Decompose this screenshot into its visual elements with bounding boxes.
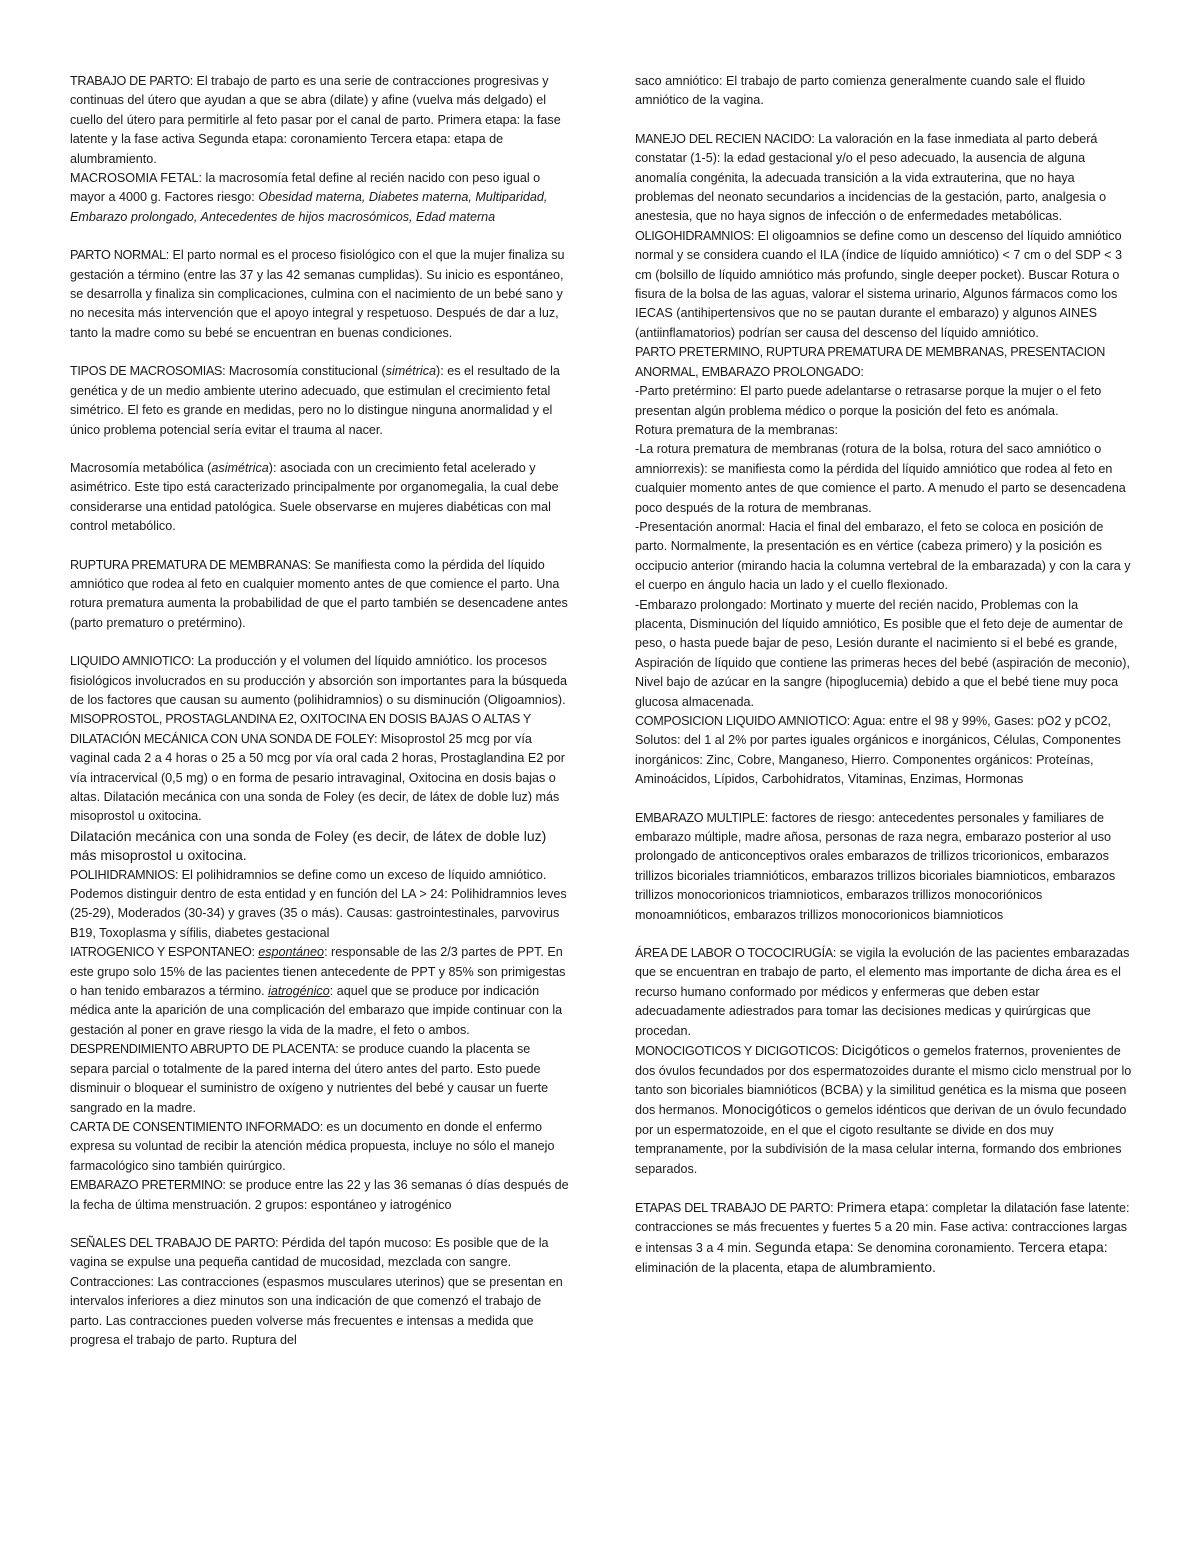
espontaneo-term: espontáneo [258, 945, 325, 960]
metab-text-a: Macrosomía metabólica ( [70, 460, 212, 475]
alumbramiento-word: alumbramiento. [839, 1259, 936, 1276]
etapas-text-b: Se denomina coronamiento. [857, 1240, 1015, 1255]
monocigoticos-paragraph [635, 1041, 1132, 1179]
tipos-macrosomias-heading: TIPOS DE MACROSOMIAS: [70, 364, 226, 379]
trabajo-de-parto-heading: TRABAJO DE PARTO: [70, 74, 193, 88]
etapas-paragraph [635, 1198, 1132, 1279]
macrosomia-fetal-text: MACROSOMIA FETAL: la macrosomía fetal define al recién nacido con peso igual o mayor a 4000 g. Factores riesgo: [70, 171, 541, 205]
etapas-heading: ETAPAS DEL TRABAJO DE PARTO: [635, 1200, 834, 1215]
area-labor-heading: ÁREA DE LABOR O TOCOCIRUGÍA: [635, 946, 837, 961]
manejo-paragraph [635, 130, 1132, 227]
manejo-heading: MANEJO DEL RECIEN NACIDO: [635, 131, 815, 146]
pretermino-text: se produce entre las 22 y las 36 semanas ó días después de la fecha de última menstruación. 2 grupos: espontáneo y iatrogénico [70, 1178, 569, 1212]
tipos-italic: simétrica [385, 364, 437, 379]
tipos-macrosomias-paragraph [70, 362, 570, 440]
monocigoticos-text-a: o gemelos fraternos, provenientes de dos óvulos fecundados por dos espermatozoides durante el mismo ciclo menstrual por lo tanto son bicoriales biamnióticos (BCBA) y la similitud genética es la misma que poseen dos hermanos. [635, 1044, 1132, 1118]
trabajo-de-parto-paragraph [70, 72, 570, 169]
composicion-heading: COMPOSICION LIQUIDO AMNIOTICO: [635, 714, 850, 728]
oligohidramnios-text: El oligoamnios se define como un descenso del líquido amniótico normal y se considera cuando el ILA (índice de líquido amniótico) < 7 cm o del SDP < 3 cm (bolsillo de líquido amniótico más profundo, single deeper pocket). Buscar Rotura o fisura de la bolsa de las aguas, valorar el sistema urinario, Algunos fármacos como los IECAS (antihipertensivos que no se pautan durante el embarazo) y algunos AINES (antiinflamatorios) podrían ser causa del descenso del líquido amniótico. [635, 228, 1122, 340]
carta-paragraph [70, 1118, 570, 1176]
tipos-text-b: ): es el resultado de la genética y de un medio ambiente uterino adecuado, que estimulan el crecimiento fetal simétrico. El feto es grande en medidas, pero no lo distingue ninguna anormalidad y el único problema potencial sería evitar el trauma al nacer. [70, 364, 560, 437]
iatrogenico-text-b: : aquel que se produce por indicación médica ante la aparición de una complicación del embarazo que impide continuar con la gestación al poner en grave riesgo la vida de la madre, el feto o ambos. [70, 984, 563, 1037]
trabajo-de-parto-text: El trabajo de parto es una serie de contracciones progresivas y continuas del útero que ayudan a que se abra (dilate) y afine (vuelva más delgado) el cuello del útero para permitirle al feto pasar por el canal de parto. Primera etapa: la fase latente y la fase activa Segunda etapa: coronamiento Tercera etapa: etapa de alumbramiento. [70, 74, 561, 166]
monocigoticos-term: Monocigóticos [721, 1101, 812, 1118]
rotura-prematura-subheading: Rotura prematura de la membranas: [635, 422, 838, 437]
misoprostol-text: Misoprostol 25 mcg por vía vaginal cada 2 a 4 horas o 25 a 50 mcg por vía oral cada 2 horas, Prostaglandina E2 por vía intracervical (0,5 mg) o en forma de pesario intravaginal, Oxitocina en dosis bajas o altas. Dilatación mecánica con una sonda de Foley (es decir, de látex de doble luz) más misoprostol u oxitocina. [70, 731, 565, 824]
pretermino-heading: EMBARAZO PRETERMINO: [70, 1178, 226, 1193]
liquido-amniotico-text: La producción y el volumen del líquido amniótico. los procesos fisiológicos involucrados en su producción y absorción son importantes para la búsqueda de los factores que causan su aumento (polihidramnios) o su disminución (Oligoamnios). [70, 654, 568, 707]
parto-normal-paragraph [70, 246, 570, 343]
iatrogenico-heading: IATROGENICO Y ESPONTANEO: [70, 945, 255, 960]
manejo-text: La valoración en la fase inmediata al parto deberá constatar (1-5): la edad gestacional y/o el peso adecuado, la ausencia de alguna anomalía congénita, la adecuada transición a la vida extrauterina, que no haya problemas del neonato secundarios a incidencias de la gestación, parto, analgesia o anestesia, que no haya signos de infección o de enfermedades metabólicas. [635, 131, 1107, 224]
etapas-text-a: completar la dilatación fase latente: contracciones se más frecuentes y fuertes 5 a 20 min. Fase activa: contracciones largas e intensas 3 a 4 min. [635, 1200, 1130, 1255]
ruptura-text: Se manifiesta como la pérdida del líquido amniótico que rodea al feto en cualquier momento antes de que comience el parto. Una rotura prematura aumenta la probabilidad de que el parto también se desencadene antes (parto prematuro o pretérmino). [70, 557, 568, 630]
iatrogenico-term: iatrogénico [268, 984, 330, 999]
presentacion-anormal-text: -Presentación anormal: Hacia el final del embarazo, el feto se coloca en posición de parto. Normalmente, la presentación es en vértice (cabeza primero) y la posición es occipucio anterior (mirando hacia la columna vertebral de la embarazada) y con la cara y el cuerpo en ángulo hacia un lado y el cuello flexionado. [635, 519, 1131, 593]
parto-normal-heading: PARTO NORMAL: [70, 248, 169, 263]
misoprostol-paragraph [70, 710, 570, 826]
embarazo-prolongado-text: -Embarazo prolongado: Mortinato y muerte del recién nacido, Problemas con la placenta, Disminución del líquido amniótico, Es posible que el feto deje de aumentar de peso, o hasta puede bajar de peso, Lesión durante el nacimiento si el bebé es grande, Aspiración de líquido que contiene las primeras heces del bebé (aspiración de meconio), Nivel bajo de azúcar en la sangre (hipoglucemia) debido a que el bebé tiene muy poca glucosa almacenada. [635, 597, 1130, 709]
polihidramnios-heading: POLIHIDRAMNIOS: [70, 867, 179, 882]
senales-paragraph [70, 1234, 570, 1350]
senales-text: Pérdida del tapón mucoso: Es posible que de la vagina se expulse una pequeña cantidad de mucosidad, mezclada con sangre. Contracciones: Las contracciones (espasmos musculares uterinos) que se presentan en intervalos inferiores a diez minutos son una indicación de que comenzó el trabajo de parto. Las contracciones pueden volverse más frecuentes e intensas a medida que progresa el trabajo de parto. Ruptura del [70, 1235, 563, 1347]
parto-pretermino-heading: PARTO PRETERMINO, RUPTURA PREMATURA DE MEMBRANAS, PRESENTACION ANORMAL, EMBARAZO PROLONGADO: [635, 345, 1106, 379]
left-column [70, 72, 570, 1350]
liquido-amniotico-heading: LIQUIDO AMNIOTICO: [70, 654, 195, 669]
oligohidramnios-heading: OLIGOHIDRAMNIOS: [635, 228, 755, 243]
composicion-paragraph [635, 712, 1132, 790]
misoprostol-heading: MISOPROSTOL, PROSTAGLANDINA E2, OXITOCINA EN DOSIS BAJAS O ALTAS Y DILATACIÓN MECÁNICA CON UNA SONDA DE FOLEY: [70, 712, 531, 746]
pretermino-paragraph [70, 1176, 570, 1215]
desprendimiento-heading: DESPRENDIMIENTO ABRUPTO DE PLACENTA: [70, 1042, 339, 1057]
area-labor-paragraph [635, 944, 1132, 1041]
metab-text-b: ): asociada con un crecimiento fetal acelerado y asimétrico. Este tipo está caracterizado principalmente por organomegalia, la cual debe considerarse una entidad patológica. Suele observarse en mujeres diabéticas con mal control metabólico. [70, 460, 559, 534]
composicion-text: Agua: entre el 98 y 99%, Gases: pO2 y pCO2, Solutos: del 1 al 2% por partes iguales orgánicos e inorgánicos, Células, Componentes inorgánicos: Zinc, Cobre, Manganeso, Hierro. Componentes orgánicos: Proteínas, Aminoácidos, Lípidos, Carbohidratos, Vitaminas, Enzimas, Hormonas [635, 714, 1121, 787]
iatrogenico-paragraph [70, 943, 570, 1040]
tercera-etapa-label: Tercera etapa: [1018, 1238, 1108, 1255]
embarazo-multiple-text: factores de riesgo: antecedentes personales y familiares de embarazo múltiple, madre añosa, personas de raza negra, embarazo posterior al uso prolongado de anticonceptivos orales embarazos de trillizos tricorionicos, embarazos trillizos bicoriales triamnióticos, embarazos trillizos bicoriales biamnioticos, embarazos trillizos monocorionicos triamnioticos, embarazos trillizos monocoriónicos monoamnióticos, embarazos trillizos monocorionicos biamnioticos [635, 810, 1116, 922]
rotura-prematura-text: -La rotura prematura de membranas (rotura de la bolsa, rotura del saco amniótico o amniorrexis): se manifiesta como la pérdida del líquido amniótico que rodea al feto en cualquier momento antes de que comience el parto. A menudo el parto se desencadena poco después de la rotura de membranas. [635, 442, 1126, 515]
area-labor-text: se vigila la evolución de las pacientes embarazadas que se encuentran en trabajo de parto, el elemento mas importante de dicha área es el recurso humano conformado por médicos y enfermeras que deben estar adecuadamente adiestrados para tomar las decisiones medicas y quirúrgicas que procedan. [635, 946, 1130, 1038]
monocigoticos-heading: MONOCIGOTICOS Y DICIGOTICOS: [635, 1044, 839, 1059]
polihidramnios-text: El polihidramnios se define como un exceso de líquido amniótico. Podemos distinguir dentro de esta entidad y en función del LA > 24: Polihidramnios leves (25-29), Moderados (30-34) y graves (35 o más). Causas: gastrointestinales, parvovirus B19, Toxoplasma y sífilis, diabetes gestacional [70, 867, 567, 940]
metab-italic: asimétrica [211, 460, 269, 475]
carta-text: es un documento en donde el enfermo expresa su voluntad de recibir la atención médica propuesta, incluye no sólo el manejo farmacológico sino también quirúrgico. [70, 1119, 555, 1173]
macrosomia-fetal-paragraph [70, 169, 570, 227]
ruptura-paragraph [70, 556, 570, 634]
right-column [635, 72, 1132, 1279]
embarazo-multiple-heading: EMBARAZO MULTIPLE: [635, 810, 768, 825]
macrosomia-metabolica-paragraph [70, 459, 570, 537]
liquido-amniotico-paragraph [70, 652, 570, 710]
ruptura-heading: RUPTURA PREMATURA DE MEMBRANAS: [70, 557, 311, 572]
desprendimiento-text: se produce cuando la placenta se separa parcial o totalmente de la pared interna del útero antes del parto. Esto puede disminuir o bloquear el suministro de oxígeno y nutrientes del bebé y causar un fuerte sangrado en la madre. [70, 1042, 549, 1115]
monocigoticos-text-b: o gemelos idénticos que derivan de un óvulo fecundado por un espermatozoide, en el que el cigoto resultante se divide en dos muy tempranamente, por la subdivisión de la masa celular interna, formando dos embriones separados. [635, 1103, 1127, 1176]
carta-heading: CARTA DE CONSENTIMIENTO INFORMADO: [70, 1119, 323, 1134]
desprendimiento-paragraph [70, 1040, 570, 1118]
parto-normal-text: El parto normal es el proceso fisiológico con el que la mujer finaliza su gestación a término (entre las 37 y las 42 semanas cumplidas). Su inicio es espontáneo, se desarrolla y finaliza sin complicaciones, culmina con el nacimiento de un bebé sano y no necesita más intervención que el apoyo integral y respetuoso. Después de dar a luz, tanto la madre como su bebé se encuentran en buenas condiciones. [70, 248, 565, 340]
oligohidramnios-paragraph [635, 227, 1132, 343]
polihidramnios-paragraph [70, 866, 570, 944]
senales-heading: SEÑALES DEL TRABAJO DE PARTO: [70, 1235, 279, 1250]
macrosomia-risk-factors: Obesidad materna, Diabetes materna, Multiparidad, Embarazo prolongado, Antecedentes de hijos macrosómicos, Edad materna [70, 190, 548, 224]
saco-amniotico-continuation: saco amniótico: El trabajo de parto comienza generalmente cuando sale el fluido amniótico de la vagina. [635, 74, 1086, 108]
tipos-text-a: Macrosomía constitucional ( [228, 364, 386, 379]
embarazo-multiple-paragraph [635, 809, 1132, 925]
primera-etapa-label: Primera etapa: [836, 1198, 929, 1215]
etapas-text-c: eliminación de la placenta, etapa de [635, 1261, 836, 1276]
parto-pretermino-text: -Parto pretérmino: El parto puede adelantarse o retrasarse porque la mujer o el feto presentan algún problema médico o porque la posición del feto es anómala. [635, 384, 1102, 418]
segunda-etapa-label: Segunda etapa: [754, 1238, 854, 1255]
dicigoticos-term: Dicigóticos [841, 1042, 910, 1059]
misoprostol-repeat: Dilatación mecánica con una sonda de Foley (es decir, de látex de doble luz) más misoprostol u oxitocina. [70, 827, 547, 864]
iatrogenico-text-a: : responsable de las 2/3 partes de PPT. En este grupo solo 15% de las pacientes tienen antecedente de PPT y 85% son primigestas o han tenido embarazos a término. [70, 945, 566, 999]
